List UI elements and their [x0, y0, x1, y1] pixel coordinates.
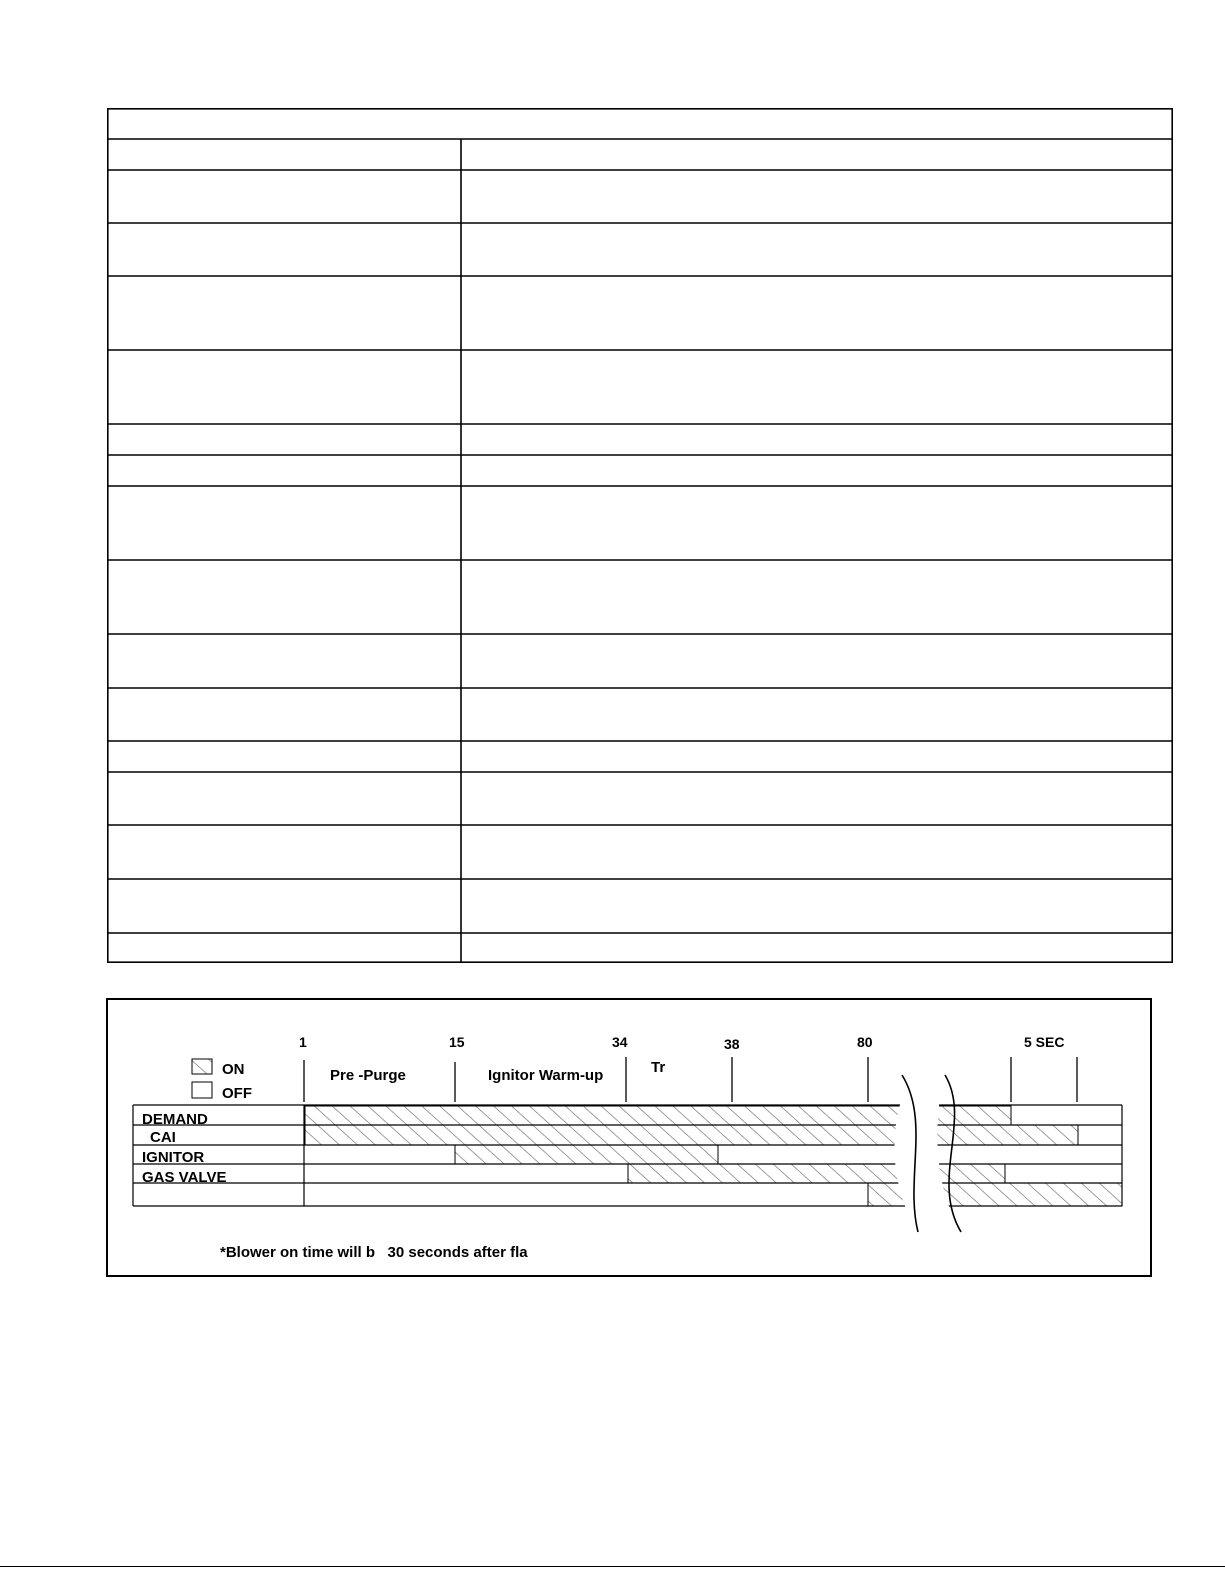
tick-label: 15 — [449, 1034, 465, 1050]
phase-pre-purge: Pre -Purge — [330, 1067, 406, 1084]
phase-tr: Tr — [651, 1059, 666, 1076]
legend-off-swatch — [192, 1082, 212, 1098]
row-label-ignitor: IGNITOR — [142, 1149, 205, 1166]
tick-label: 80 — [857, 1034, 873, 1050]
ignitor-on-bar — [455, 1145, 718, 1164]
legend-off-label: OFF — [222, 1085, 252, 1102]
phase-labels — [330, 1059, 665, 1084]
tick-label: 34 — [612, 1034, 628, 1050]
legend — [192, 1059, 252, 1102]
cai-on-bar — [305, 1125, 1078, 1145]
signal-bars — [305, 1106, 1122, 1206]
legend-on-swatch — [192, 1059, 212, 1074]
row-labels — [142, 1111, 226, 1186]
tick-label: 5 SEC — [1024, 1034, 1065, 1050]
tick-label: 38 — [724, 1036, 740, 1052]
row-label-cai: CAI — [150, 1129, 176, 1146]
tick-labels — [299, 1034, 1064, 1052]
tick-label: 1 — [299, 1034, 307, 1050]
legend-on-label: ON — [222, 1061, 245, 1078]
phase-ignitor-warm-up: Ignitor Warm-up — [488, 1067, 604, 1084]
footnote: *Blower on time will b 30 seconds after fla — [220, 1244, 528, 1261]
row-label-demand: DEMAND — [142, 1111, 208, 1128]
row-label-gas-valve: GAS VALVE — [142, 1169, 227, 1186]
tick-lines — [304, 1057, 1077, 1102]
